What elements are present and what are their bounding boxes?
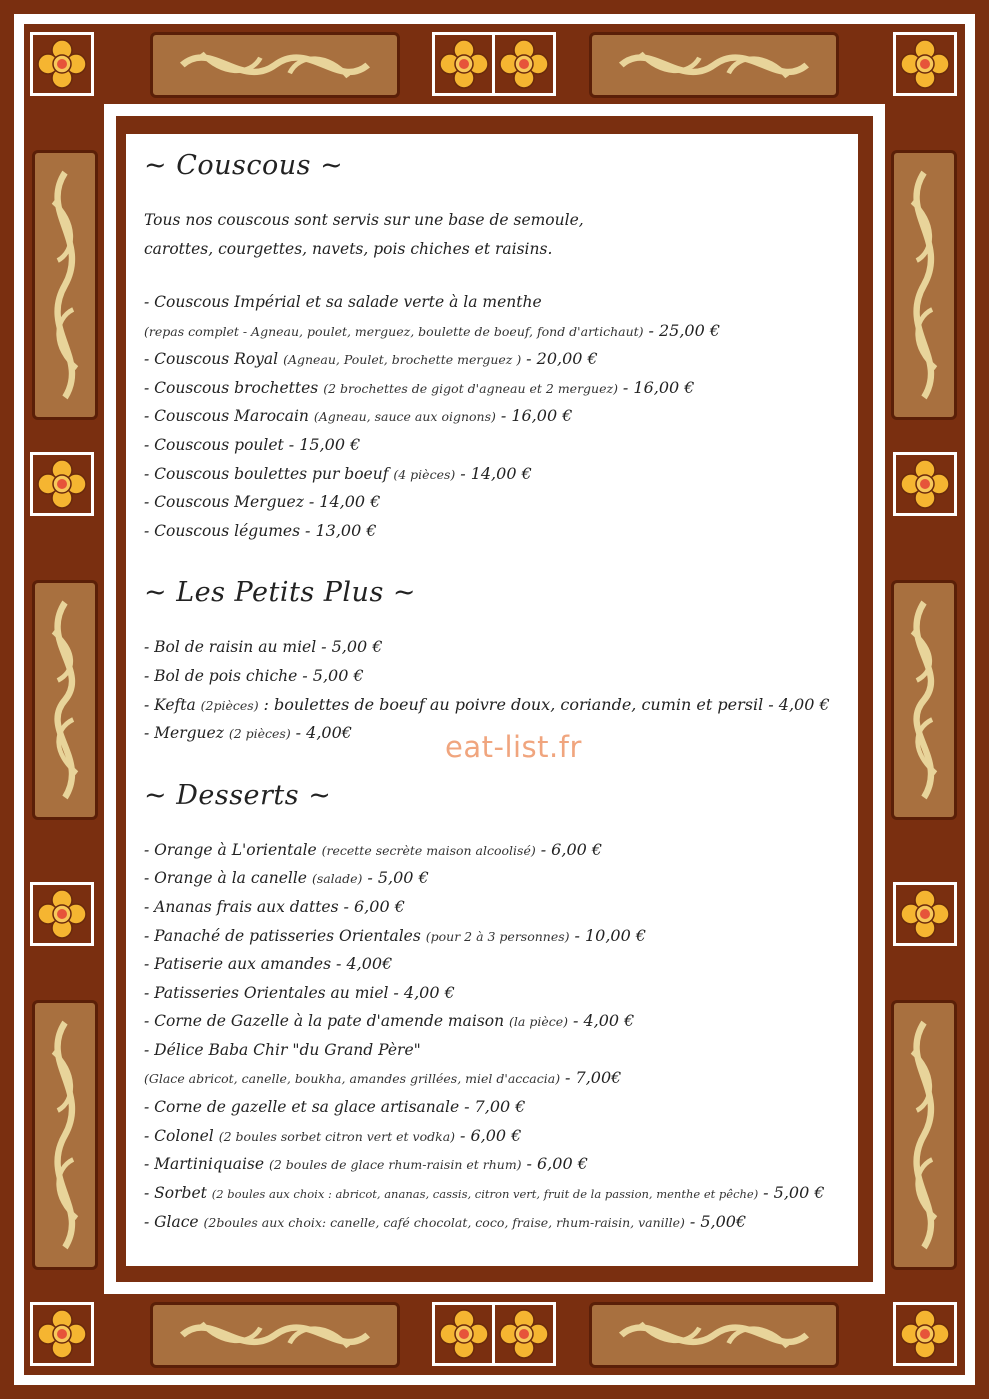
item-price: - 5,00€ — [689, 1212, 747, 1232]
arabesque-scroll-icon — [894, 153, 954, 417]
ornament-panel-top-left — [150, 32, 400, 98]
rosette-bottom-right — [893, 1302, 957, 1366]
rosette-right-upper — [893, 452, 957, 516]
item-name: - Patisseries Orientales au miel — [144, 983, 389, 1002]
item-price: - 14,00 € — [460, 463, 532, 483]
menu-item — [144, 1064, 852, 1093]
item-price: - 7,00€ — [565, 1068, 622, 1088]
menu-item — [144, 691, 852, 720]
item-price: - 14,00 € — [308, 492, 381, 512]
menu-item — [144, 864, 852, 893]
menu-item — [144, 836, 852, 865]
couscous-intro — [144, 206, 852, 264]
menu-item — [144, 1007, 852, 1036]
item-price: - 20,00 € — [526, 349, 598, 369]
item-name: - Couscous Marocain — [144, 407, 309, 426]
menu-item — [144, 1093, 852, 1122]
item-price: - 5,00 € — [367, 868, 429, 888]
rosette-icon — [36, 888, 88, 940]
rosette-left-upper — [30, 452, 94, 516]
menu-item — [144, 460, 852, 489]
rosette-top-left — [30, 32, 94, 96]
item-name: - Bol de pois chiche — [144, 666, 298, 685]
menu-item — [144, 374, 852, 403]
item-note: (recette secrète maison alcoolisé) — [321, 842, 536, 858]
menu-content — [140, 146, 852, 1265]
item-note: (2 pièces) — [228, 726, 291, 742]
item-note: (2 boules sorbet citron vert et vodka) — [218, 1128, 456, 1144]
menu-item — [144, 488, 852, 517]
arabesque-scroll-icon — [35, 1003, 95, 1267]
item-name: - Kefta — [144, 695, 196, 714]
item-name: - Couscous légumes — [144, 521, 301, 540]
item-price: - 7,00 € — [464, 1097, 526, 1117]
item-name: - Colonel — [144, 1126, 214, 1145]
item-name: - Patiserie aux amandes — [144, 955, 332, 974]
item-name: - Couscous Royal — [144, 350, 279, 369]
item-name: - Glace — [144, 1213, 199, 1232]
item-name: - Couscous brochettes — [144, 378, 319, 397]
item-price: - 6,00 € — [343, 896, 405, 916]
ornament-panel-left-1 — [32, 150, 98, 420]
item-name: - Couscous Impérial et sa salade verte à la menthe — [144, 293, 542, 311]
item-note: (2 boules aux choix : abricot, ananas, cassis, citron vert, fruit de la passion, menthe et pêche) — [211, 1186, 759, 1201]
arabesque-scroll-icon — [894, 1003, 954, 1267]
item-note: (salade) — [311, 871, 363, 887]
item-name: - Couscous poulet — [144, 435, 284, 454]
item-note: (Agneau, sauce aux oignons) — [313, 409, 496, 425]
item-price: - 13,00 € — [304, 520, 377, 540]
menu-panel — [122, 130, 862, 1270]
menu-item — [144, 979, 852, 1008]
item-name: - Martiniquaise — [144, 1155, 265, 1174]
frame-band-outer-bottom — [14, 1375, 975, 1385]
frame-band-inner-left — [104, 104, 116, 1294]
ornament-panel-left-3 — [32, 1000, 98, 1270]
rosette-bottom-left — [30, 1302, 94, 1366]
section-title-petits-plus: ~ Les Petits Plus ~ — [144, 577, 417, 609]
item-price: - 6,00 € — [540, 839, 603, 859]
intro-line-2: carottes, courgettes, navets, pois chiches et raisins. — [144, 240, 553, 258]
ornament-panel-left-2 — [32, 580, 98, 820]
frame-band-inner-top — [104, 104, 885, 116]
arabesque-scroll-icon — [153, 35, 397, 95]
rosette-icon — [438, 1308, 490, 1360]
arabesque-scroll-icon — [35, 153, 95, 417]
arabesque-scroll-icon — [153, 1305, 397, 1365]
item-name: - Ananas frais aux dattes — [144, 897, 339, 916]
menu-item — [144, 922, 852, 951]
menu-item — [144, 662, 852, 691]
menu-item — [144, 1150, 852, 1179]
item-name: - Bol de raisin au miel — [144, 638, 317, 657]
item-price: - 16,00 € — [500, 406, 573, 426]
menu-item — [144, 431, 852, 460]
arabesque-scroll-icon — [35, 583, 95, 817]
item-name: - Couscous Merguez — [144, 493, 304, 512]
frame-band-outer-right — [965, 14, 975, 1385]
item-price: - 5,00 € — [302, 665, 364, 685]
item-name: - Merguez — [144, 724, 224, 743]
menu-item — [144, 633, 852, 662]
arabesque-scroll-icon — [592, 35, 836, 95]
item-price: - 15,00 € — [288, 434, 361, 454]
rosette-icon — [899, 458, 951, 510]
arabesque-scroll-icon — [592, 1305, 836, 1365]
section-title-desserts: ~ Desserts ~ — [144, 779, 332, 811]
menu-item — [144, 950, 852, 979]
rosette-top-right — [893, 32, 957, 96]
item-price: - 5,00 € — [321, 637, 383, 657]
rosette-icon — [899, 1308, 951, 1360]
menu-item — [144, 402, 852, 431]
item-name: - Orange à la canelle — [144, 869, 307, 888]
watermark: eat-list.fr — [445, 730, 582, 764]
rosette-icon — [36, 458, 88, 510]
menu-item — [144, 517, 852, 546]
ornament-panel-top-right — [589, 32, 839, 98]
rosette-icon — [498, 38, 550, 90]
item-note: (2pièces) — [200, 697, 259, 713]
item-price: - 6,00 € — [459, 1125, 522, 1145]
menu-item — [144, 345, 852, 374]
item-note: (Agneau, Poulet, brochette merguez ) — [283, 352, 522, 368]
ornament-panel-right-2 — [891, 580, 957, 820]
item-price: - 4,00 € — [572, 1011, 635, 1031]
item-price: - 16,00 € — [622, 377, 695, 397]
rosette-icon — [899, 38, 951, 90]
item-price: - 4,00€ — [295, 723, 352, 743]
menu-item — [144, 1036, 852, 1065]
item-price: - 6,00 € — [526, 1154, 588, 1174]
frame-band-inner-right — [873, 104, 885, 1294]
item-name: - Orange à L'orientale — [144, 840, 317, 859]
rosette-bottom-mid-right — [492, 1302, 556, 1366]
item-name: - Corne de gazelle et sa glace artisanale — [144, 1098, 460, 1117]
item-price: : boulettes de boeuf au poivre doux, coriande, cumin et persil - 4,00 € — [263, 694, 830, 714]
desserts-list — [140, 836, 852, 1237]
frame-band-outer-left — [14, 14, 24, 1385]
rosette-icon — [438, 38, 490, 90]
item-name: - Corne de Gazelle à la pate d'amende maison — [144, 1012, 505, 1031]
item-name: - Panaché de patisseries Orientales — [144, 926, 421, 945]
item-name: - Couscous boulettes pur boeuf — [144, 464, 389, 483]
rosette-icon — [36, 38, 88, 90]
item-note: (4 pièces) — [393, 466, 456, 482]
menu-item — [144, 288, 852, 317]
couscous-list — [140, 288, 852, 545]
section-title-couscous: ~ Couscous ~ — [144, 150, 344, 181]
item-note: (pour 2 à 3 personnes) — [425, 928, 570, 944]
frame-band-inner-bottom — [104, 1282, 885, 1294]
arabesque-scroll-icon — [894, 583, 954, 817]
rosette-icon — [36, 1308, 88, 1360]
item-note: (repas complet - Agneau, poulet, merguez, boulette de boeuf, fond d'artichaut) — [144, 323, 644, 339]
item-note: (la pièce) — [509, 1014, 569, 1030]
frame-band-outer-top — [14, 14, 975, 24]
ornament-panel-right-1 — [891, 150, 957, 420]
item-price: - 10,00 € — [574, 925, 647, 945]
ornament-panel-right-3 — [891, 1000, 957, 1270]
item-name: - Délice Baba Chir "du Grand Père" — [144, 1040, 421, 1059]
item-price: - 25,00 € — [648, 320, 721, 340]
ornament-panel-bottom-left — [150, 1302, 400, 1368]
item-price: - 4,00 € — [393, 982, 455, 1002]
menu-item — [144, 893, 852, 922]
ornament-panel-bottom-right — [589, 1302, 839, 1368]
menu-item — [144, 1122, 852, 1151]
menu-item — [144, 1208, 852, 1237]
rosette-icon — [498, 1308, 550, 1360]
item-note: (2 brochettes de gigot d'agneau et 2 merguez) — [323, 380, 618, 396]
rosette-left-lower — [30, 882, 94, 946]
rosette-icon — [899, 888, 951, 940]
rosette-top-mid-right — [492, 32, 556, 96]
rosette-top-mid-left — [432, 32, 496, 96]
item-name: - Sorbet — [144, 1183, 207, 1202]
item-note: (2 boules de glace rhum-raisin et rhum) — [268, 1157, 522, 1173]
intro-line-1: Tous nos couscous sont servis sur une base de semoule, — [144, 211, 584, 229]
rosette-bottom-mid-left — [432, 1302, 496, 1366]
menu-item — [144, 317, 852, 346]
item-note: (Glace abricot, canelle, boukha, amandes grillées, miel d'accacia) — [144, 1071, 561, 1087]
menu-item — [144, 1179, 852, 1209]
item-note: (2boules aux choix: canelle, café chocolat, coco, fraise, rhum-raisin, vanille) — [203, 1215, 685, 1231]
item-price: - 4,00€ — [335, 954, 393, 974]
rosette-right-lower — [893, 882, 957, 946]
item-price: - 5,00 € — [763, 1182, 825, 1202]
